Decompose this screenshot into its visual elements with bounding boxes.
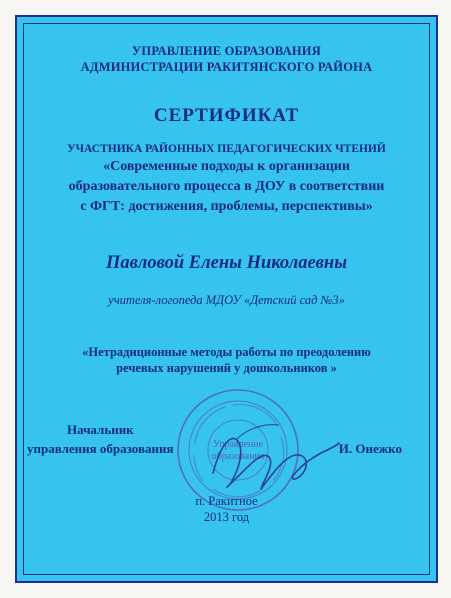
topic-line-2: речевых нарушений у дошкольников » xyxy=(116,361,337,375)
recipient-role: учителя-логопеда МДОУ «Детский сад №3» xyxy=(108,293,345,307)
stamp-text-line-2: образования xyxy=(211,451,265,462)
recipient-name: Павловой Елены Николаевны xyxy=(105,253,348,273)
theme-line-2: образовательного процесса в ДОУ в соответствии xyxy=(68,179,385,194)
theme-line-1: «Современные подходы к организации xyxy=(103,159,350,174)
certificate-subtitle: УЧАСТНИКА РАЙОННЫХ ПЕДАГОГИЧЕСКИХ ЧТЕНИЙ xyxy=(67,143,386,155)
certificate xyxy=(15,15,438,583)
certificate-title: СЕРТИФИКАТ xyxy=(153,105,300,126)
year: 2013 год xyxy=(203,510,250,524)
stamp-text-line-1: Управление xyxy=(212,439,264,450)
signer-title-line-2: управления образования xyxy=(27,441,174,456)
department-line-1: УПРАВЛЕНИЕ ОБРАЗОВАНИЯ xyxy=(132,44,321,58)
signer-name: И. Онежко xyxy=(338,441,402,456)
signer-title-line-1: Начальник xyxy=(67,422,134,437)
place: п. Ракитное xyxy=(195,494,258,508)
topic-line-1: «Нетрадиционные методы работы по преодолению xyxy=(82,345,371,359)
handwritten-signature xyxy=(203,413,343,503)
theme-line-3: с ФГТ: достижения, проблемы, перспективы» xyxy=(80,199,373,214)
department-line-2: АДМИНИСТРАЦИИ РАКИТЯНСКОГО РАЙОНА xyxy=(80,60,373,74)
